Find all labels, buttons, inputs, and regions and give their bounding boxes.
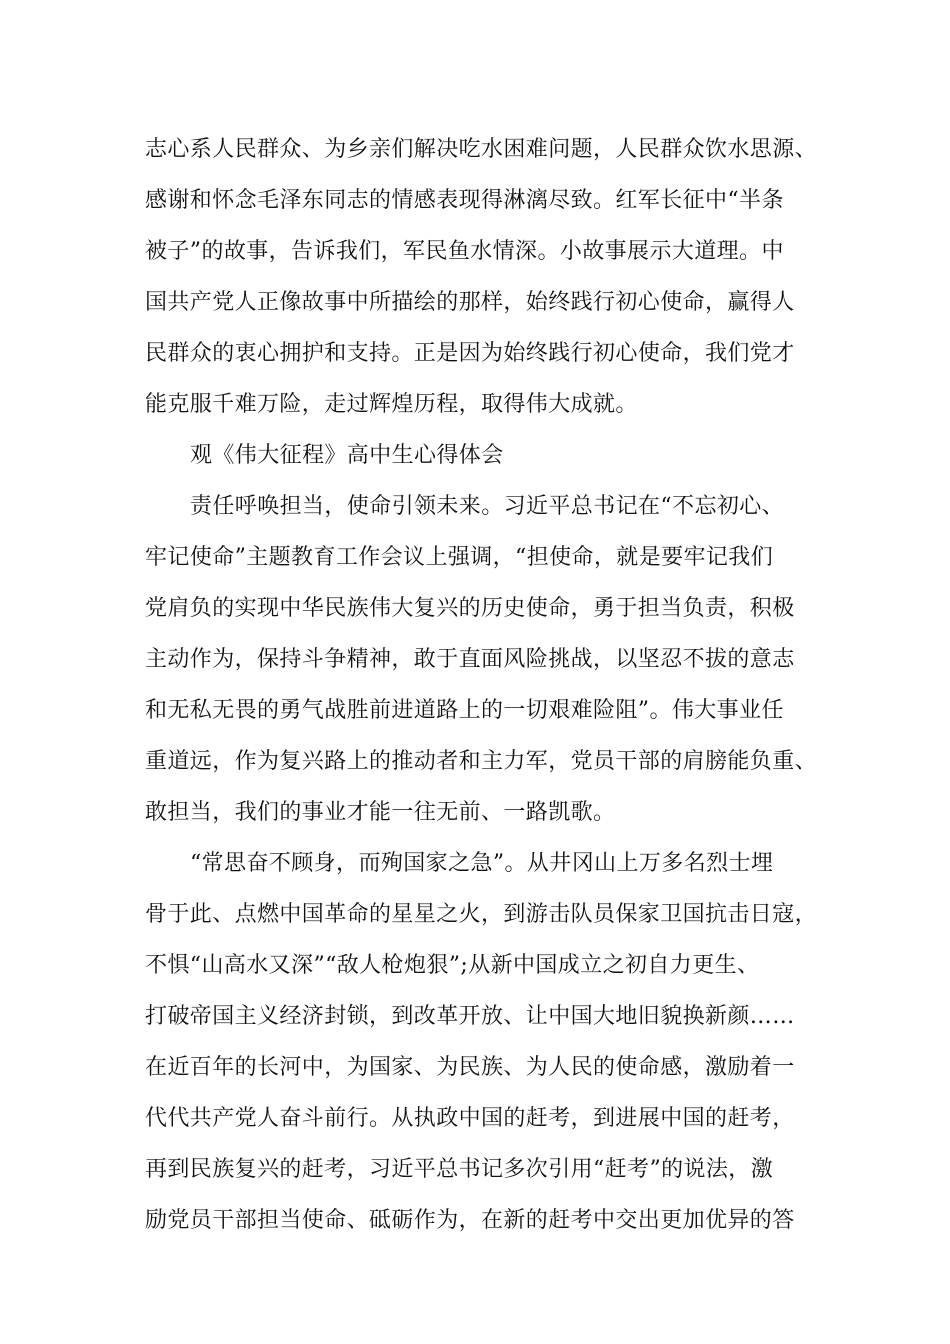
paragraph-line: 责任呼唤担当，使命引领未来。习近平总书记在“不忘初心、 <box>190 494 785 519</box>
paragraph-line: 党肩负的实现中华民族伟大复兴的历史使命，勇于担当负责，积极 <box>145 596 795 621</box>
section-heading: 观《伟大征程》高中生心得体会 <box>190 443 504 468</box>
paragraph-line: 志心系人民群众、为乡亲们解决吃水困难问题，人民群众饮水思源、 <box>145 137 818 162</box>
paragraph-line: 主动作为，保持斗争精神，敢于直面风险挑战，以坚忍不拔的意志 <box>145 647 795 672</box>
paragraph-line: 再到民族复兴的赶考，习近平总书记多次引用“赶考”的说法，激 <box>145 1157 774 1182</box>
paragraph-line: “常思奋不顾身，而殉国家之急”。从井冈山上万多名烈士埋 <box>190 851 774 876</box>
paragraph-line: 骨于此、点燃中国革命的星星之火，到游击队员保家卫国抗击日寇， <box>145 902 818 927</box>
paragraph-line: 能克服千难万险，走过辉煌历程，取得伟大成就。 <box>145 392 638 417</box>
paragraph-line: 代代共产党人奋斗前行。从执政中国的赶考，到进展中国的赶考， <box>145 1106 795 1131</box>
paragraph-line: 敢担当，我们的事业才能一往无前、一路凯歌。 <box>145 800 616 825</box>
paragraph-line: 励党员干部担当使命、砥砺作为，在新的赶考中交出更加优异的答 <box>145 1208 795 1233</box>
paragraph-line: 被子”的故事，告诉我们，军民鱼水情深。小故事展示大道理。中 <box>145 239 784 264</box>
paragraph-line: 民群众的衷心拥护和支持。正是因为始终践行初心使命，我们党才 <box>145 341 795 366</box>
paragraph-line: 和无私无畏的勇气战胜前进道路上的一切艰难险阻”。伟大事业任 <box>145 698 784 723</box>
paragraph-line: 感谢和怀念毛泽东同志的情感表现得淋漓尽致。红军长征中“半条 <box>145 188 784 213</box>
paragraph-line: 在近百年的长河中，为国家、为民族、为人民的使命感，激励着一 <box>145 1055 795 1080</box>
paragraph-line: 牢记使命”主题教育工作会议上强调，“担使命，就是要牢记我们 <box>145 545 774 570</box>
document-body <box>145 124 835 1246</box>
paragraph-line: 国共产党人正像故事中所描绘的那样，始终践行初心使命，赢得人 <box>145 290 795 315</box>
paragraph-line: 重道远，作为复兴路上的推动者和主力军，党员干部的肩膀能负重、 <box>145 749 818 774</box>
paragraph-line: 不惧“山高水又深”“敌人枪炮狠”;从新中国成立之初自力更生、 <box>145 953 760 978</box>
paragraph-line: 打破帝国主义经济封锁，到改革开放、让中国大地旧貌换新颜…… <box>145 1004 795 1029</box>
